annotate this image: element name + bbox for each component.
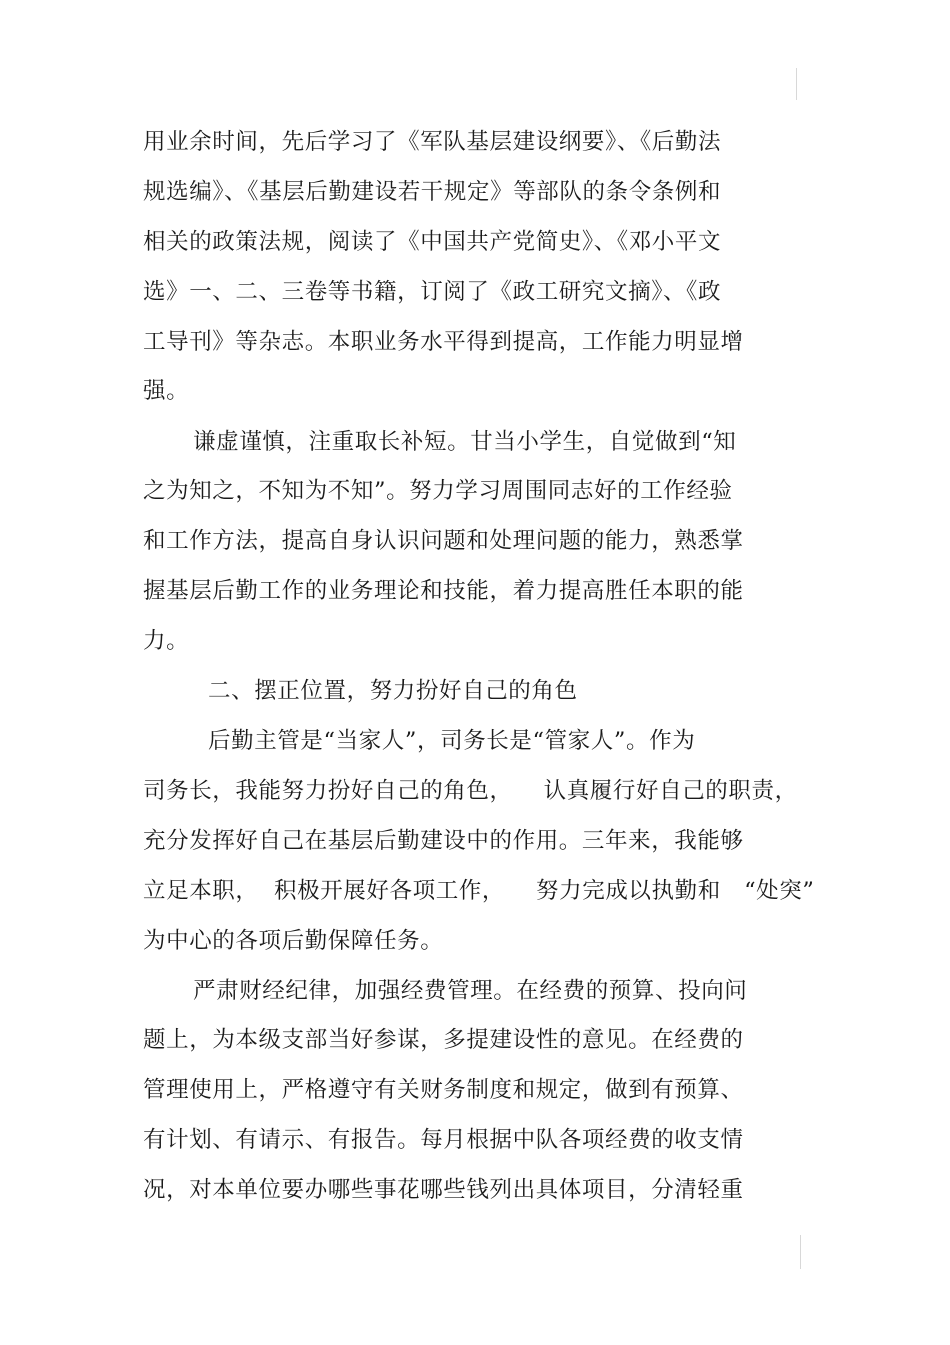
text-line: 相关的政策法规，阅读了《中国共产党简史》、《邓小平文 — [143, 229, 722, 255]
text-line: 和工作方法，提高自身认识问题和处理问题的能力，熟悉掌 — [143, 528, 744, 554]
text-line: 立足本职， 积极开展好各项工作， 努力完成以执勤和 “处突” — [143, 878, 815, 904]
scan-edge-mark-bottom — [800, 1235, 801, 1269]
text-line: 为中心的各项后勤保障任务。 — [143, 928, 444, 954]
text-line: 充分发挥好自己在基层后勤建设中的作用。三年来，我能够 — [143, 828, 744, 854]
text-line: 有计划、有请示、有报告。每月根据中队各项经费的收支情 — [143, 1127, 744, 1153]
text-line: 严肃财经纪律，加强经费管理。在经费的预算、投向问 — [193, 978, 748, 1004]
text-line: 握基层后勤工作的业务理论和技能，着力提高胜任本职的能 — [143, 578, 744, 604]
text-line: 题上，为本级支部当好参谋，多提建设性的意见。在经费的 — [143, 1027, 744, 1053]
text-line: 规选编》、《基层后勤建设若干规定》等部队的条令条例和 — [143, 179, 722, 205]
section-heading: 二、摆正位置，努力扮好自己的角色 — [208, 678, 578, 704]
text-line: 强。 — [143, 378, 190, 404]
text-line: 谦虚谨慎，注重取长补短。甘当小学生，自觉做到“知 — [193, 429, 737, 455]
text-line: 况，对本单位要办哪些事花哪些钱列出具体项目，分清轻重 — [143, 1177, 744, 1203]
text-line: 后勤主管是“当家人”，司务长是“管家人”。作为 — [208, 728, 696, 754]
text-line: 工导刊》等杂志。本职业务水平得到提高，工作能力明显增 — [143, 329, 744, 355]
text-line: 之为知之，不知为不知”。努力学习周围同志好的工作经验 — [143, 478, 733, 504]
text-line: 管理使用上，严格遵守有关财务制度和规定，做到有预算、 — [143, 1077, 744, 1103]
text-line: 力。 — [143, 628, 190, 654]
text-line: 用业余时间，先后学习了《军队基层建设纲要》、《后勤法 — [143, 129, 722, 155]
text-line: 司务长，我能努力扮好自己的角色， 认真履行好自己的职责， — [143, 778, 798, 804]
text-line: 选》一、二、三卷等书籍，订阅了《政工研究文摘》、《政 — [143, 279, 722, 305]
scan-edge-mark-top — [796, 68, 797, 100]
